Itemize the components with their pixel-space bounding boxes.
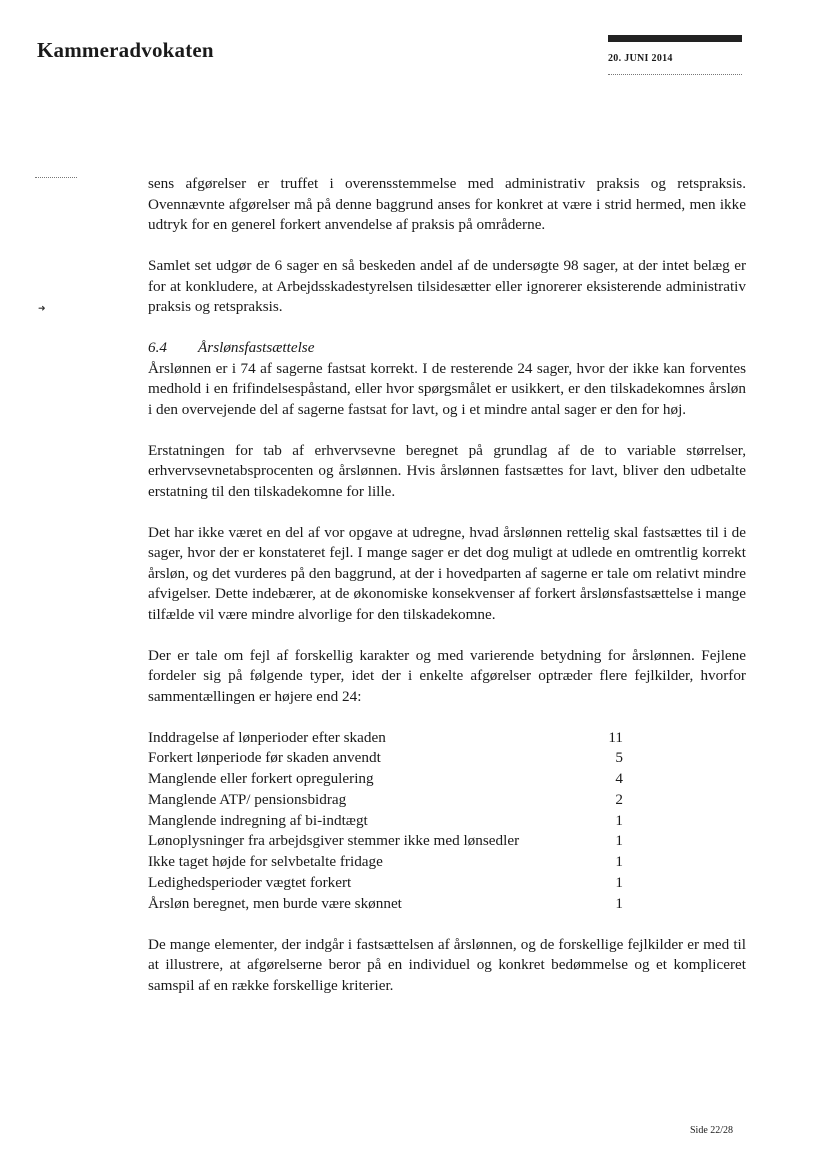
error-count: 5 <box>615 749 623 767</box>
section-heading <box>148 338 746 359</box>
table-row <box>148 728 623 749</box>
margin-mark-icon: ➜ <box>38 303 46 313</box>
error-label: Manglende indregning af bi-indtægt <box>148 811 368 829</box>
table-row <box>148 811 623 832</box>
paragraph: Der er tale om fejl af forskellig karakter og med varierende betydning for årslønnen. Fejlene fordeler sig på følgende typer, idet der i enkelte afgørelser optræder flere fejlkilder, hvorfor sammentællingen er højere end 24: <box>148 646 746 705</box>
error-count: 1 <box>615 832 623 850</box>
error-count: 1 <box>615 853 623 871</box>
document-date: 20. JUNI 2014 <box>608 53 673 64</box>
error-count: 1 <box>615 894 623 912</box>
error-types-table <box>148 728 623 915</box>
error-label: Inddragelse af lønperioder efter skaden <box>148 728 386 746</box>
error-count: 1 <box>615 874 623 892</box>
logo: Kammeradvokaten <box>37 38 214 62</box>
page-number: Side 22/28 <box>690 1125 734 1136</box>
error-label: Ledighedsperioder vægtet forkert <box>148 874 352 892</box>
error-label: Ikke taget højde for selvbetalte fridage <box>148 853 383 871</box>
error-label: Lønoplysninger fra arbejdsgiver stemmer ikke med lønsedler <box>148 832 520 850</box>
table-row <box>148 790 623 811</box>
error-count: 1 <box>615 811 623 829</box>
error-count: 4 <box>615 770 623 788</box>
table-row <box>148 748 623 769</box>
section-number: 6.4 <box>148 339 167 356</box>
margin-divider <box>35 177 77 178</box>
table-row <box>148 873 623 894</box>
paragraph: Det har ikke været en del af vor opgave at udregne, hvad årslønnen rettelig skal fastsættes til i de sager, hvor der er konstateret fejl. I mange sager er det dog muligt at udlede en omtrentlig korrekt årsløn, og det vurderes på den baggrund, at der i hovedparten af sagerne er tale om relativt mindre afvigelser. Dette indebærer, at de økonomiske konsekvenser af forkert årslønsfastsættelse i mange tilfælde vil være mindre alvorlige for den tilskadekomne. <box>148 523 746 623</box>
date-divider <box>608 74 742 75</box>
table-row <box>148 831 623 852</box>
paragraph: Årslønnen er i 74 af sagerne fastsat korrekt. I de resterende 24 sager, hvor der ikke kan forventes medhold i en frifindelsespåstand, eller hvor spørgsmålet er usikkert, er den tilskadekomnes årsløn i den overvejende del af sagerne fastsat for lavt, og i et mindre antal sager er den for høj. <box>148 359 746 418</box>
paragraph: Erstatningen for tab af erhvervsevne beregnet på grundlag af de to variable størrelser, erhvervsevnetabsprocenten og årslønnen. Hvis årslønnen fastsættes for lavt, bliver den udbetalte erstatning til den tilskadekomne for lille. <box>148 441 746 500</box>
paragraph: De mange elementer, der indgår i fastsættelsen af årslønnen, og de forskellige fejlkilder er med til at illustrere, at afgørelserne beror på en individuel og konkret bedømmelse og et kompliceret samspil af en række forskellige kriterier. <box>148 935 746 994</box>
error-label: Manglende ATP/ pensionsbidrag <box>148 790 347 808</box>
paragraph: sens afgørelser er truffet i overensstemmelse med administrativ praksis og retspraksis. Ovennævnte afgørelser må på denne baggrund anses for konkret at være i strid hermed, men ikke udtryk for en generel forkert anvendelse af praksis på områderne. <box>148 175 746 233</box>
table-row <box>148 769 623 790</box>
error-label: Forkert lønperiode før skaden anvendt <box>148 749 381 767</box>
error-label: Årsløn beregnet, men burde være skønnet <box>148 894 402 912</box>
section-title: Årslønsfastsættelse <box>198 339 315 356</box>
table-row <box>148 894 623 915</box>
error-label: Manglende eller forkert opregulering <box>148 770 374 788</box>
document-body <box>148 174 746 1017</box>
error-count: 11 <box>608 728 623 746</box>
paragraph: Samlet set udgør de 6 sager en så beskeden andel af de undersøgte 98 sager, at der intet belæg er for at konkludere, at Arbejdsskadestyrelsen tilsidesætter eller ignorerer eksisterende administrativ praksis og retspraksis. <box>148 257 746 315</box>
header-bar <box>608 35 742 42</box>
table-row <box>148 852 623 873</box>
error-count: 2 <box>615 790 623 808</box>
